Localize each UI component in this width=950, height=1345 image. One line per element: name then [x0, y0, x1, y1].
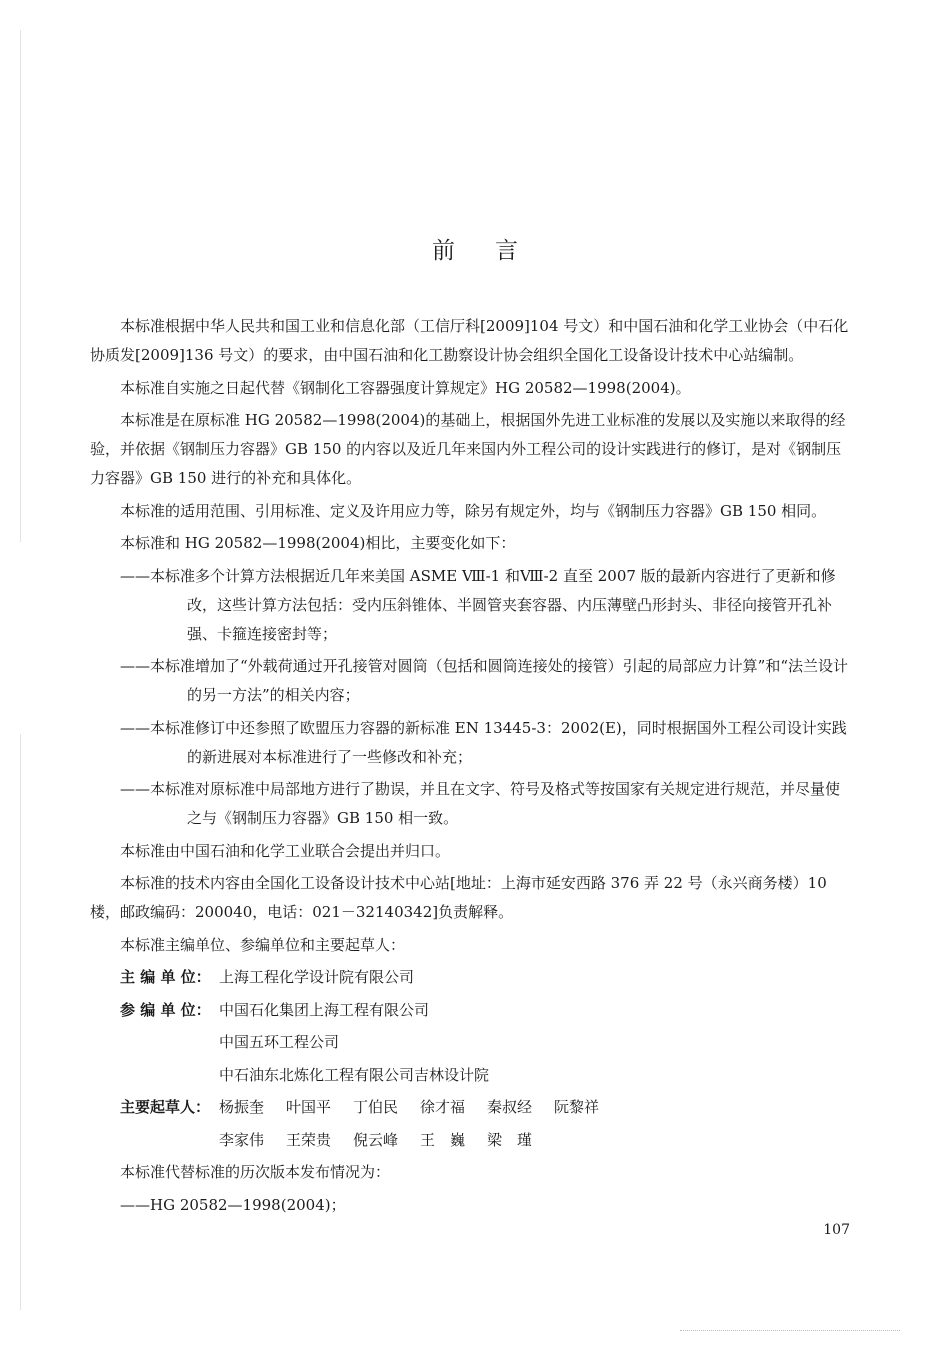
drafters-row [120, 1093, 850, 1155]
participant-unit: 中国五环工程公司 [219, 1033, 340, 1051]
change-item-4: ——本标准对原标准中局部地方进行了勘误，并且在文字、符号及格式等按国家有关规定进行规范，并尽量使之与《钢制压力容器》GB 150 相一致。 [120, 780, 841, 827]
drafter-name: 王 巍 [420, 1130, 466, 1149]
scan-edge-line [20, 30, 21, 1310]
paragraph-changes-intro: 本标准和 HG 20582—1998(2004)相比，主要变化如下： [120, 534, 516, 552]
drafter-name: 梁 瑾 [487, 1130, 533, 1149]
drafters-line-1 [219, 1093, 621, 1122]
paragraph-replaces: 本标准自实施之日起代替《钢制化工容器强度计算规定》HG 20582—1998(2004)。 [120, 378, 691, 397]
drafter-name: 王荣贵 [286, 1130, 332, 1149]
participant-unit-list [219, 996, 489, 1090]
main-unit-label: 主 编 单 位： [120, 968, 211, 986]
drafter-name: 倪云峰 [353, 1130, 399, 1149]
paragraph-proposer: 本标准由中国石油和化学工业联合会提出并归口。 [120, 841, 451, 860]
drafter-name: 徐才福 [420, 1098, 466, 1116]
document-body [90, 312, 850, 1223]
paragraph-origin: 本标准根据中华人民共和国工业和信息化部（工信厅科[2009]104 号文）和中国石油和化学工业协会（中石化协质发[2009]136 号文）的要求，由中国石油和化工勘察设计协会组织全国化工设备设计技术中心站编制。 [90, 317, 849, 364]
drafters-label: 主要起草人： [120, 1098, 211, 1116]
participant-unit: 中国石化集团上海工程有限公司 [219, 1000, 430, 1019]
change-item-3: ——本标准修订中还参照了欧盟压力容器的新标准 EN 13445-3：2002(E)，同时根据国外工程公司设计实践的新进展对本标准进行了一些修改和补充； [120, 718, 847, 766]
drafters-list [219, 1093, 621, 1155]
paragraph-units-intro: 本标准主编单位、参编单位和主要起草人： [120, 935, 406, 954]
history-item-1: ——HG 20582—1998(2004)； [120, 1195, 346, 1214]
participant-unit-row [120, 996, 850, 1090]
page-title: 前言 [432, 238, 558, 264]
drafter-name: 叶国平 [286, 1098, 332, 1116]
change-item-2: ——本标准增加了“外载荷通过开孔接管对圆筒（包括和圆筒连接处的接管）引起的局部应力计算”和“法兰设计的另一方法”的相关内容； [120, 657, 849, 704]
paragraph-basis: 本标准是在原标准 HG 20582—1998(2004)的基础上，根据国外先进工业标准的发展以及实施以来取得的经验，并依据《钢制压力容器》GB 150 的内容以及近几年来国内外工程公司的设计实践进行的修订，是对《钢制压力容器》GB 150 进行的补充和具体化。 [90, 411, 846, 487]
change-item-1: ——本标准多个计算方法根据近几年来美国 ASME Ⅷ-1 和Ⅷ-2 直至 2007 版的最新内容进行了更新和修改，这些计算方法包括：受内压斜锥体、半圆管夹套容器、内压薄壁凸形封头、非径向接管开孔补强、卡箍连接密封等； [120, 566, 836, 643]
paragraph-scope: 本标准的适用范围、引用标准、定义及许用应力等，除另有规定外，均与《钢制压力容器》GB 150 相同。 [120, 501, 827, 520]
drafters-line-2 [219, 1126, 621, 1155]
page-number: 107 [823, 1222, 850, 1238]
drafter-name: 秦叔经 [487, 1098, 533, 1116]
paragraph-history-intro: 本标准代替标准的历次版本发布情况为： [120, 1163, 391, 1181]
paragraph-interpretation: 本标准的技术内容由全国化工设备设计技术中心站[地址：上海市延安西路 376 弄 22 号（永兴商务楼）10 楼，邮政编码：200040，电话：021－32140342]负责解释。 [90, 874, 827, 921]
participant-unit-label: 参 编 单 位： [120, 1000, 211, 1019]
participant-unit: 中石油东北炼化工程有限公司吉林设计院 [219, 1065, 490, 1084]
main-unit-row [120, 963, 850, 992]
drafter-name: 杨振奎 [219, 1098, 265, 1116]
drafter-name: 李家伟 [219, 1130, 265, 1149]
drafter-name: 丁伯民 [353, 1098, 399, 1116]
scan-bottom-dots [680, 1330, 900, 1332]
drafter-name: 阮黎祥 [554, 1098, 600, 1116]
main-unit-value: 上海工程化学设计院有限公司 [219, 968, 415, 986]
